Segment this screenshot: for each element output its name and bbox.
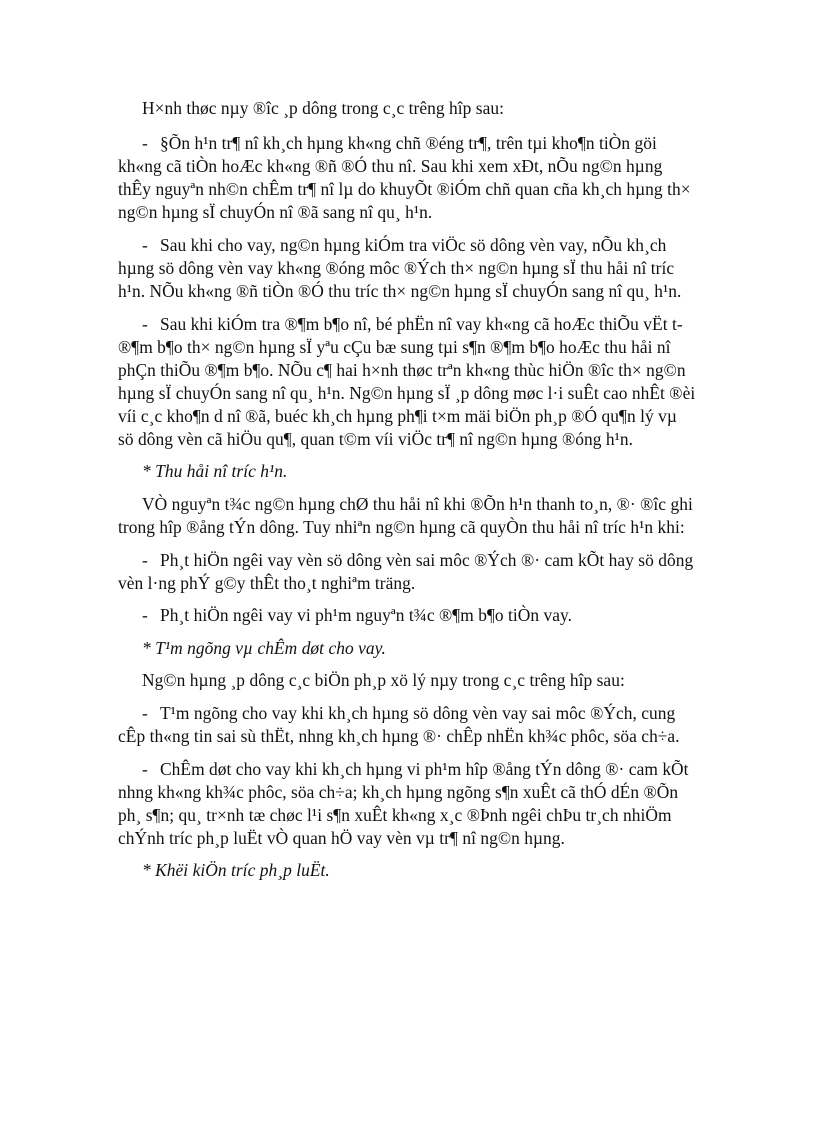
- body-paragraph: Ng©n hµng ¸p dông c¸c biÖn ph¸p xö lý nµy trong c¸c trêng hîp sau:: [142, 670, 625, 690]
- list-item: [118, 604, 696, 627]
- list-item-text: Ph¸t hiÖn ngêi vay vèn sö dông vèn sai môc ®Ých ®· cam kÕt hay sö dông vèn l·ng phÝ g©y thÊt tho¸t nghiªm träng.: [118, 550, 694, 593]
- list-item: [118, 234, 696, 303]
- section-heading: * T¹m ngõng vµ chÊm døt cho vay.: [142, 638, 386, 658]
- list-dash: -: [142, 550, 148, 570]
- document-body: [118, 97, 696, 882]
- body-paragraph: VÒ nguyªn t¾c ng©n hµng chØ thu håi nî khi ®Õn h¹n thanh to¸n, ®· ®îc ghi trong hîp ®ång tÝn dông. Tuy nhiªn ng©n hµng cã quyÒn thu håi nî tríc h¹n khi:: [118, 494, 693, 537]
- list-item: [118, 313, 696, 451]
- list-dash: -: [142, 235, 148, 255]
- list-item-text: Sau khi kiÓm tra ®¶m b¶o nî, bé phËn nî vay kh«ng cã hoÆc thiÕu vËt t ®¶m b¶o th× ng©n hµng sÏ yªu cÇu bæ sung tµi s¶n ®¶m b¶o hoÆc thu håi nî phÇn thiÕu ®¶m b¶o. NÕu c¶ hai h×nh thøc trªn kh«ng thùc hiÖn ®îc th× ng©n hµng sÏ chuyÓn sang nî qu¸ h¹n. Ng©n hµng sÏ ¸p dông møc l·i suÊt cao nhÊt ®èi víi c¸c kho¶n d nî ®ã, buéc kh¸ch hµng ph¶i t×m mäi biÖn ph¸p ®Ó qu¶n lý vµ sö dông vèn cã hiÖu qu¶, quan t©m víi viÖc tr¶ nî ng©n hµng ®óng h¹n.: [118, 314, 696, 449]
- list-item: [118, 549, 696, 595]
- list-dash: -: [142, 759, 148, 779]
- list-item-text: T¹m ngõng cho vay khi kh¸ch hµng sö dông vèn vay sai môc ®Ých, cung cÊp th«ng tin sai sù thËt, nhng kh¸ch hµng ®· chÊp nhËn kh¾c phôc, söa ch÷a.: [118, 703, 680, 746]
- section-heading: * Khëi kiÖn tríc ph¸p luËt.: [142, 860, 330, 880]
- list-item-text: Sau khi cho vay, ng©n hµng kiÓm tra viÖc sö dông vèn vay, nÕu kh¸ch hµng sö dông vèn vay kh«ng ®óng môc ®Ých th× ng©n hµng sÏ thu håi nî tríc h¹n. NÕu kh«ng ®ñ tiÒn ®Ó thu tríc th× ng©n hµng sÏ chuyÓn sang nî qu¸ h¹n.: [118, 235, 682, 301]
- list-item: [118, 758, 696, 850]
- section-heading: * Thu håi nî tríc h¹n.: [142, 461, 288, 481]
- list-item: [118, 132, 696, 224]
- list-item-text: ChÊm døt cho vay khi kh¸ch hµng vi ph¹m hîp ®ång tÝn dông ®· cam kÕt nhng kh«ng kh¾c phôc, söa ch÷a; kh¸ch hµng ngõng s¶n xuÊt cã thÓ dÉn ®Õn ph¸ s¶n; qu¸ tr×nh tæ chøc l¹i s¶n xuÊt kh«ng x¸c ®Þnh ngêi chÞu tr¸ch nhiÖm chÝnh tríc ph¸p luËt vÒ quan hÖ vay vèn vµ tr¶ nî ng©n hµng.: [118, 759, 689, 848]
- list-item: [118, 702, 696, 748]
- list-dash: -: [142, 133, 148, 153]
- intro-paragraph: H×nh thøc nµy ®îc ¸p dông trong c¸c trêng hîp sau:: [142, 98, 505, 118]
- list-dash: -: [142, 703, 148, 723]
- list-dash: -: [142, 605, 148, 625]
- list-item-text: Ph¸t hiÖn ngêi vay vi ph¹m nguyªn t¾c ®¶m b¶o tiÒn vay.: [160, 605, 573, 625]
- list-dash: -: [142, 314, 148, 334]
- list-item-text: §Õn h¹n tr¶ nî kh¸ch hµng kh«ng chñ ®éng tr¶, trên tµi kho¶n tiÒn göi kh«ng cã tiÒn hoÆc kh«ng ®ñ ®Ó thu nî. Sau khi xem xÐt, nÕu ng©n hµng thÊy nguyªn nh©n chÊm tr¶ nî lµ do khuyÕt ®iÓm chñ quan cña kh¸ch hµng th× ng©n hµng sÏ chuyÓn nî ®ã sang nî qu¸ h¹n.: [118, 133, 691, 222]
